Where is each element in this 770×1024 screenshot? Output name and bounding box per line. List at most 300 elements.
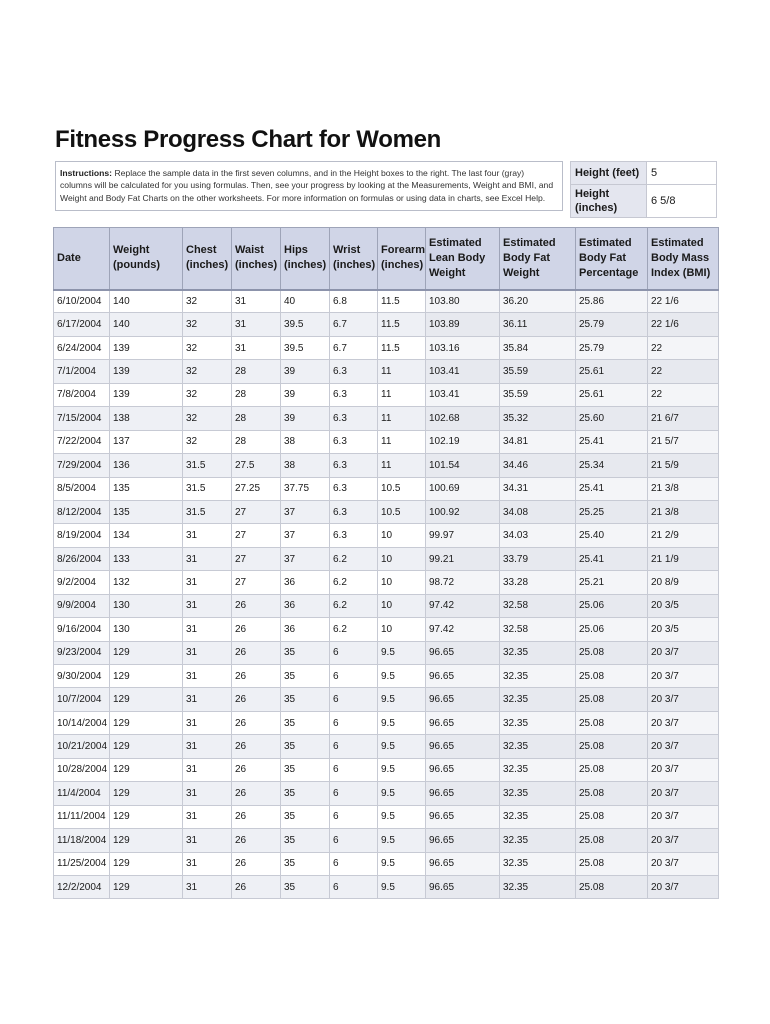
- table-cell[interactable]: 10/28/2004: [54, 758, 110, 781]
- table-cell[interactable]: 6.7: [330, 336, 378, 359]
- table-cell[interactable]: 31: [183, 875, 232, 898]
- table-cell[interactable]: 129: [110, 805, 183, 828]
- table-cell[interactable]: 33.28: [500, 571, 576, 594]
- table-cell[interactable]: 6.2: [330, 618, 378, 641]
- table-cell[interactable]: 129: [110, 758, 183, 781]
- table-cell[interactable]: 6.3: [330, 524, 378, 547]
- table-cell[interactable]: 25.08: [576, 875, 648, 898]
- table-cell[interactable]: 6.3: [330, 500, 378, 523]
- table-cell[interactable]: 35: [281, 782, 330, 805]
- table-cell[interactable]: 97.42: [426, 618, 500, 641]
- table-cell[interactable]: 32.35: [500, 688, 576, 711]
- table-cell[interactable]: 8/19/2004: [54, 524, 110, 547]
- table-cell[interactable]: 31: [183, 711, 232, 734]
- table-cell[interactable]: 31: [232, 313, 281, 336]
- table-cell[interactable]: 6/10/2004: [54, 290, 110, 313]
- table-cell[interactable]: 31: [183, 782, 232, 805]
- table-cell[interactable]: 32: [183, 313, 232, 336]
- table-cell[interactable]: 31: [183, 735, 232, 758]
- table-cell[interactable]: 31.5: [183, 477, 232, 500]
- table-cell[interactable]: 133: [110, 547, 183, 570]
- table-cell[interactable]: 129: [110, 829, 183, 852]
- table-cell[interactable]: 21 3/8: [648, 500, 719, 523]
- table-cell[interactable]: 6.3: [330, 407, 378, 430]
- table-cell[interactable]: 32.35: [500, 829, 576, 852]
- table-cell[interactable]: 11: [378, 430, 426, 453]
- table-cell[interactable]: 32.35: [500, 875, 576, 898]
- table-cell[interactable]: 25.41: [576, 477, 648, 500]
- table-cell[interactable]: 21 3/8: [648, 477, 719, 500]
- table-cell[interactable]: 37: [281, 524, 330, 547]
- table-cell[interactable]: 28: [232, 407, 281, 430]
- table-cell[interactable]: 34.46: [500, 454, 576, 477]
- table-cell[interactable]: 138: [110, 407, 183, 430]
- table-cell[interactable]: 32.35: [500, 852, 576, 875]
- table-cell[interactable]: 11: [378, 407, 426, 430]
- table-cell[interactable]: 129: [110, 641, 183, 664]
- table-cell[interactable]: 129: [110, 665, 183, 688]
- table-cell[interactable]: 22: [648, 383, 719, 406]
- table-cell[interactable]: 6: [330, 735, 378, 758]
- table-cell[interactable]: 25.08: [576, 852, 648, 875]
- table-cell[interactable]: 9.5: [378, 852, 426, 875]
- table-cell[interactable]: 32.35: [500, 665, 576, 688]
- table-cell[interactable]: 34.08: [500, 500, 576, 523]
- table-cell[interactable]: 103.89: [426, 313, 500, 336]
- column-header[interactable]: Date: [54, 228, 110, 290]
- table-cell[interactable]: 35: [281, 758, 330, 781]
- table-cell[interactable]: 96.65: [426, 641, 500, 664]
- table-cell[interactable]: 6: [330, 782, 378, 805]
- table-cell[interactable]: 32: [183, 430, 232, 453]
- table-cell[interactable]: 36: [281, 571, 330, 594]
- height-inches-label: Height (inches): [571, 185, 647, 218]
- table-cell[interactable]: 11.5: [378, 336, 426, 359]
- table-cell[interactable]: 129: [110, 735, 183, 758]
- table-cell[interactable]: 28: [232, 360, 281, 383]
- table-cell[interactable]: 39.5: [281, 336, 330, 359]
- table-cell[interactable]: 6.3: [330, 430, 378, 453]
- height-inches-cell[interactable]: 6 5/8: [647, 185, 717, 218]
- table-cell[interactable]: 22: [648, 336, 719, 359]
- table-cell[interactable]: 135: [110, 477, 183, 500]
- table-cell[interactable]: 25.08: [576, 711, 648, 734]
- table-cell[interactable]: 20 3/7: [648, 875, 719, 898]
- table-cell[interactable]: 35.59: [500, 360, 576, 383]
- table-cell[interactable]: 25.86: [576, 290, 648, 313]
- table-cell[interactable]: 26: [232, 758, 281, 781]
- table-cell[interactable]: 139: [110, 336, 183, 359]
- table-cell[interactable]: 25.41: [576, 430, 648, 453]
- table-cell[interactable]: 25.25: [576, 500, 648, 523]
- table-cell[interactable]: 6.3: [330, 383, 378, 406]
- table-cell[interactable]: 9/9/2004: [54, 594, 110, 617]
- table-cell[interactable]: 12/2/2004: [54, 875, 110, 898]
- table-cell[interactable]: 26: [232, 805, 281, 828]
- column-header[interactable]: Waist (inches): [232, 228, 281, 290]
- table-cell[interactable]: 11/25/2004: [54, 852, 110, 875]
- table-cell[interactable]: 25.41: [576, 547, 648, 570]
- table-cell[interactable]: 26: [232, 735, 281, 758]
- table-cell[interactable]: 9/30/2004: [54, 665, 110, 688]
- column-header[interactable]: Weight (pounds): [110, 228, 183, 290]
- table-cell[interactable]: 20 3/7: [648, 852, 719, 875]
- table-cell[interactable]: 6: [330, 758, 378, 781]
- table-cell[interactable]: 9/16/2004: [54, 618, 110, 641]
- table-cell[interactable]: 129: [110, 688, 183, 711]
- column-header[interactable]: Estimated Body Fat Weight: [500, 228, 576, 290]
- table-cell[interactable]: 7/8/2004: [54, 383, 110, 406]
- table-cell[interactable]: 6/17/2004: [54, 313, 110, 336]
- table-cell[interactable]: 26: [232, 852, 281, 875]
- table-cell[interactable]: 96.65: [426, 852, 500, 875]
- table-cell[interactable]: 100.92: [426, 500, 500, 523]
- table-cell[interactable]: 25.79: [576, 336, 648, 359]
- table-cell[interactable]: 35: [281, 805, 330, 828]
- table-cell[interactable]: 11: [378, 454, 426, 477]
- table-cell[interactable]: 21 6/7: [648, 407, 719, 430]
- table-cell[interactable]: 31: [183, 829, 232, 852]
- table-cell[interactable]: 27.5: [232, 454, 281, 477]
- table-cell[interactable]: 9.5: [378, 711, 426, 734]
- table-cell[interactable]: 20 3/7: [648, 641, 719, 664]
- table-cell[interactable]: 101.54: [426, 454, 500, 477]
- table-cell[interactable]: 11/18/2004: [54, 829, 110, 852]
- table-cell[interactable]: 9.5: [378, 758, 426, 781]
- table-cell[interactable]: 21 5/7: [648, 430, 719, 453]
- table-cell[interactable]: 31: [232, 336, 281, 359]
- table-cell[interactable]: 96.65: [426, 782, 500, 805]
- table-cell[interactable]: 7/29/2004: [54, 454, 110, 477]
- table-cell[interactable]: 10: [378, 524, 426, 547]
- table-cell[interactable]: 25.21: [576, 571, 648, 594]
- table-cell[interactable]: 96.65: [426, 805, 500, 828]
- table-cell[interactable]: 96.65: [426, 665, 500, 688]
- table-cell[interactable]: 20 3/5: [648, 594, 719, 617]
- table-cell[interactable]: 31: [183, 688, 232, 711]
- table-cell[interactable]: 34.03: [500, 524, 576, 547]
- table-cell[interactable]: 39: [281, 407, 330, 430]
- table-cell[interactable]: 20 3/7: [648, 665, 719, 688]
- table-cell[interactable]: 25.08: [576, 782, 648, 805]
- table-cell[interactable]: 98.72: [426, 571, 500, 594]
- table-cell[interactable]: 103.16: [426, 336, 500, 359]
- height-feet-cell[interactable]: 5: [647, 162, 717, 185]
- table-cell[interactable]: 36: [281, 618, 330, 641]
- table-cell[interactable]: 38: [281, 430, 330, 453]
- table-cell[interactable]: 6: [330, 875, 378, 898]
- table-cell[interactable]: 11: [378, 383, 426, 406]
- table-cell[interactable]: 32.35: [500, 805, 576, 828]
- table-cell[interactable]: 134: [110, 524, 183, 547]
- table-cell[interactable]: 32.58: [500, 594, 576, 617]
- table-cell[interactable]: 25.60: [576, 407, 648, 430]
- table-cell[interactable]: 11: [378, 360, 426, 383]
- table-cell[interactable]: 31: [183, 665, 232, 688]
- table-cell[interactable]: 11/11/2004: [54, 805, 110, 828]
- table-cell[interactable]: 31: [183, 547, 232, 570]
- table-cell[interactable]: 39.5: [281, 313, 330, 336]
- table-cell[interactable]: 37: [281, 547, 330, 570]
- table-cell[interactable]: 20 3/7: [648, 711, 719, 734]
- table-cell[interactable]: 28: [232, 383, 281, 406]
- table-cell[interactable]: 35.59: [500, 383, 576, 406]
- table-cell[interactable]: 6: [330, 852, 378, 875]
- table-cell[interactable]: 25.08: [576, 641, 648, 664]
- table-cell[interactable]: 132: [110, 571, 183, 594]
- table-cell[interactable]: 26: [232, 711, 281, 734]
- table-cell[interactable]: 96.65: [426, 875, 500, 898]
- table-cell[interactable]: 11.5: [378, 290, 426, 313]
- table-cell[interactable]: 6: [330, 711, 378, 734]
- table-cell[interactable]: 6.2: [330, 571, 378, 594]
- table-cell[interactable]: 26: [232, 688, 281, 711]
- table-cell[interactable]: 25.61: [576, 360, 648, 383]
- table-cell[interactable]: 21 2/9: [648, 524, 719, 547]
- table-cell[interactable]: 20 3/7: [648, 805, 719, 828]
- table-cell[interactable]: 40: [281, 290, 330, 313]
- table-cell[interactable]: 7/22/2004: [54, 430, 110, 453]
- table-cell[interactable]: 22 1/6: [648, 290, 719, 313]
- table-cell[interactable]: 35: [281, 688, 330, 711]
- table-cell[interactable]: 26: [232, 782, 281, 805]
- table-cell[interactable]: 26: [232, 594, 281, 617]
- table-cell[interactable]: 8/5/2004: [54, 477, 110, 500]
- table-cell[interactable]: 20 3/7: [648, 688, 719, 711]
- table-cell[interactable]: 25.40: [576, 524, 648, 547]
- table-cell[interactable]: 25.08: [576, 688, 648, 711]
- table-cell[interactable]: 26: [232, 641, 281, 664]
- table-cell[interactable]: 33.79: [500, 547, 576, 570]
- table-cell[interactable]: 10: [378, 594, 426, 617]
- table-cell[interactable]: 9.5: [378, 829, 426, 852]
- table-cell[interactable]: 6.3: [330, 360, 378, 383]
- column-header[interactable]: Forearm (inches): [378, 228, 426, 290]
- table-cell[interactable]: 37: [281, 500, 330, 523]
- table-cell[interactable]: 140: [110, 313, 183, 336]
- table-cell[interactable]: 39: [281, 383, 330, 406]
- table-cell[interactable]: 32: [183, 290, 232, 313]
- table-cell[interactable]: 135: [110, 500, 183, 523]
- table-cell[interactable]: 31: [183, 758, 232, 781]
- table-cell[interactable]: 6.8: [330, 290, 378, 313]
- table-cell[interactable]: 36.20: [500, 290, 576, 313]
- table-cell[interactable]: 25.61: [576, 383, 648, 406]
- table-cell[interactable]: 32.35: [500, 735, 576, 758]
- table-cell[interactable]: 6: [330, 688, 378, 711]
- table-cell[interactable]: 9.5: [378, 805, 426, 828]
- table-cell[interactable]: 31: [183, 571, 232, 594]
- table-cell[interactable]: 10: [378, 547, 426, 570]
- table-cell[interactable]: 21 5/9: [648, 454, 719, 477]
- table-cell[interactable]: 20 3/5: [648, 618, 719, 641]
- table-cell[interactable]: 103.41: [426, 383, 500, 406]
- column-header[interactable]: Estimated Body Fat Percentage: [576, 228, 648, 290]
- table-cell[interactable]: 35: [281, 665, 330, 688]
- table-cell[interactable]: 10: [378, 571, 426, 594]
- table-cell[interactable]: 35.84: [500, 336, 576, 359]
- table-cell[interactable]: 10.5: [378, 500, 426, 523]
- table-cell[interactable]: 31: [183, 594, 232, 617]
- table-cell[interactable]: 32: [183, 383, 232, 406]
- table-cell[interactable]: 6: [330, 665, 378, 688]
- table-cell[interactable]: 9/23/2004: [54, 641, 110, 664]
- table-cell[interactable]: 26: [232, 618, 281, 641]
- table-cell[interactable]: 26: [232, 829, 281, 852]
- table-cell[interactable]: 99.97: [426, 524, 500, 547]
- table-cell[interactable]: 6: [330, 641, 378, 664]
- table-cell[interactable]: 6: [330, 805, 378, 828]
- table-cell[interactable]: 34.81: [500, 430, 576, 453]
- table-cell[interactable]: 36.11: [500, 313, 576, 336]
- table-cell[interactable]: 20 3/7: [648, 735, 719, 758]
- table-cell[interactable]: 32.35: [500, 641, 576, 664]
- table-cell[interactable]: 9.5: [378, 688, 426, 711]
- table-cell[interactable]: 25.08: [576, 735, 648, 758]
- table-cell[interactable]: 26: [232, 665, 281, 688]
- table-cell[interactable]: 25.08: [576, 805, 648, 828]
- table-cell[interactable]: 27: [232, 547, 281, 570]
- table-cell[interactable]: 10/21/2004: [54, 735, 110, 758]
- table-cell[interactable]: 7/15/2004: [54, 407, 110, 430]
- table-cell[interactable]: 32.35: [500, 711, 576, 734]
- table-cell[interactable]: 31: [183, 524, 232, 547]
- table-cell[interactable]: 20 8/9: [648, 571, 719, 594]
- table-cell[interactable]: 20 3/7: [648, 758, 719, 781]
- table-cell[interactable]: 25.34: [576, 454, 648, 477]
- table-cell[interactable]: 6: [330, 829, 378, 852]
- table-cell[interactable]: 8/26/2004: [54, 547, 110, 570]
- table-cell[interactable]: 25.08: [576, 829, 648, 852]
- table-cell[interactable]: 32.35: [500, 782, 576, 805]
- table-cell[interactable]: 6/24/2004: [54, 336, 110, 359]
- table-cell[interactable]: 32.58: [500, 618, 576, 641]
- table-cell[interactable]: 27: [232, 524, 281, 547]
- table-cell[interactable]: 32.35: [500, 758, 576, 781]
- table-cell[interactable]: 35: [281, 829, 330, 852]
- table-cell[interactable]: 99.21: [426, 547, 500, 570]
- table-cell[interactable]: 7/1/2004: [54, 360, 110, 383]
- table-cell[interactable]: 6.2: [330, 547, 378, 570]
- table-cell[interactable]: 9.5: [378, 641, 426, 664]
- table-cell[interactable]: 11/4/2004: [54, 782, 110, 805]
- table-cell[interactable]: 21 1/9: [648, 547, 719, 570]
- table-cell[interactable]: 96.65: [426, 711, 500, 734]
- table-cell[interactable]: 9.5: [378, 665, 426, 688]
- table-cell[interactable]: 6.2: [330, 594, 378, 617]
- column-header[interactable]: Estimated Body Mass Index (BMI): [648, 228, 719, 290]
- table-cell[interactable]: 10.5: [378, 477, 426, 500]
- table-cell[interactable]: 31: [183, 805, 232, 828]
- table-cell[interactable]: 10: [378, 618, 426, 641]
- table-cell[interactable]: 6.3: [330, 454, 378, 477]
- table-cell[interactable]: 129: [110, 852, 183, 875]
- table-cell[interactable]: 25.08: [576, 758, 648, 781]
- table-cell[interactable]: 35: [281, 875, 330, 898]
- table-cell[interactable]: 96.65: [426, 829, 500, 852]
- table-cell[interactable]: 11.5: [378, 313, 426, 336]
- table-cell[interactable]: 35.32: [500, 407, 576, 430]
- table-cell[interactable]: 25.06: [576, 594, 648, 617]
- table-cell[interactable]: 96.65: [426, 735, 500, 758]
- table-cell[interactable]: 9.5: [378, 875, 426, 898]
- table-cell[interactable]: 139: [110, 383, 183, 406]
- table-cell[interactable]: 102.68: [426, 407, 500, 430]
- table-cell[interactable]: 38: [281, 454, 330, 477]
- table-cell[interactable]: 100.69: [426, 477, 500, 500]
- table-cell[interactable]: 9/2/2004: [54, 571, 110, 594]
- table-cell[interactable]: 9.5: [378, 735, 426, 758]
- table-cell[interactable]: 103.41: [426, 360, 500, 383]
- table-cell[interactable]: 31.5: [183, 500, 232, 523]
- table-cell[interactable]: 96.65: [426, 758, 500, 781]
- table-cell[interactable]: 9.5: [378, 782, 426, 805]
- table-cell[interactable]: 10/7/2004: [54, 688, 110, 711]
- table-cell[interactable]: 129: [110, 875, 183, 898]
- table-cell[interactable]: 34.31: [500, 477, 576, 500]
- table-cell[interactable]: 20 3/7: [648, 782, 719, 805]
- table-cell[interactable]: 10/14/2004: [54, 711, 110, 734]
- table-cell[interactable]: 22 1/6: [648, 313, 719, 336]
- column-header[interactable]: Hips (inches): [281, 228, 330, 290]
- table-cell[interactable]: 96.65: [426, 688, 500, 711]
- table-cell[interactable]: 137: [110, 430, 183, 453]
- table-cell[interactable]: 31: [232, 290, 281, 313]
- column-header[interactable]: Estimated Lean Body Weight: [426, 228, 500, 290]
- table-cell[interactable]: 27.25: [232, 477, 281, 500]
- table-cell[interactable]: 6.3: [330, 477, 378, 500]
- table-cell[interactable]: 8/12/2004: [54, 500, 110, 523]
- table-cell[interactable]: 32: [183, 407, 232, 430]
- table-cell[interactable]: 35: [281, 711, 330, 734]
- column-header[interactable]: Wrist (inches): [330, 228, 378, 290]
- table-cell[interactable]: 139: [110, 360, 183, 383]
- table-cell[interactable]: 97.42: [426, 594, 500, 617]
- table-cell[interactable]: 31: [183, 852, 232, 875]
- table-cell[interactable]: 35: [281, 735, 330, 758]
- table-cell[interactable]: 35: [281, 852, 330, 875]
- table-cell[interactable]: 32: [183, 336, 232, 359]
- table-cell[interactable]: 129: [110, 711, 183, 734]
- table-cell[interactable]: 25.08: [576, 665, 648, 688]
- table-cell[interactable]: 31.5: [183, 454, 232, 477]
- table-cell[interactable]: 22: [648, 360, 719, 383]
- table-cell[interactable]: 25.79: [576, 313, 648, 336]
- table-cell[interactable]: 27: [232, 571, 281, 594]
- table-cell[interactable]: 140: [110, 290, 183, 313]
- table-cell[interactable]: 35: [281, 641, 330, 664]
- table-cell[interactable]: 31: [183, 641, 232, 664]
- column-header[interactable]: Chest (inches): [183, 228, 232, 290]
- table-cell[interactable]: 37.75: [281, 477, 330, 500]
- table-cell[interactable]: 36: [281, 594, 330, 617]
- table-cell[interactable]: 25.06: [576, 618, 648, 641]
- table-cell[interactable]: 103.80: [426, 290, 500, 313]
- table-cell[interactable]: 39: [281, 360, 330, 383]
- table-cell[interactable]: 130: [110, 618, 183, 641]
- table-cell[interactable]: 6.7: [330, 313, 378, 336]
- table-cell[interactable]: 26: [232, 875, 281, 898]
- table-cell[interactable]: 32: [183, 360, 232, 383]
- table-cell[interactable]: 130: [110, 594, 183, 617]
- table-cell[interactable]: 129: [110, 782, 183, 805]
- table-cell[interactable]: 136: [110, 454, 183, 477]
- table-cell[interactable]: 20 3/7: [648, 829, 719, 852]
- table-cell[interactable]: 102.19: [426, 430, 500, 453]
- table-cell[interactable]: 31: [183, 618, 232, 641]
- table-cell[interactable]: 27: [232, 500, 281, 523]
- table-cell[interactable]: 28: [232, 430, 281, 453]
